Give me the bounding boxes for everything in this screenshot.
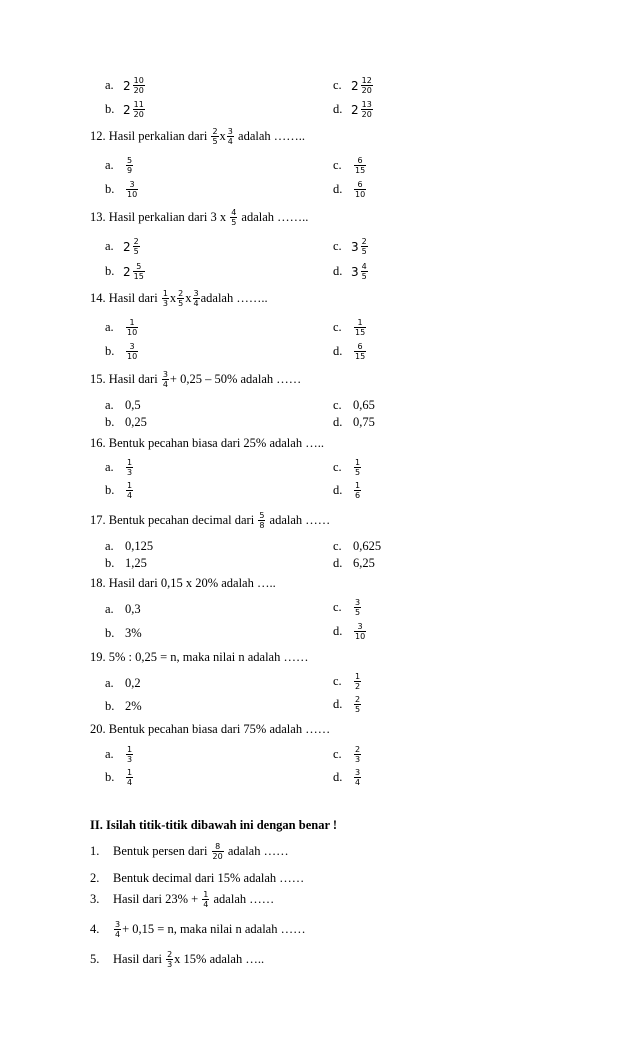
option-label: b.: [105, 264, 115, 278]
q17-option-b: [105, 556, 147, 571]
option-label: a.: [105, 239, 114, 253]
q18-option-d: [333, 622, 367, 641]
question-13: [90, 208, 308, 227]
q19-option-c: [333, 672, 362, 691]
q13-option-c: [333, 237, 369, 256]
fraction: $\frac{12}{20}$: [361, 76, 372, 95]
question-19: 19. 5% : 0,25 = n, maka nilai n adalah ……: [90, 650, 309, 664]
operator: x: [185, 291, 192, 305]
q15-option-c: [333, 398, 375, 413]
whole-number: 2: [351, 102, 359, 117]
q16-option-d: [333, 481, 362, 500]
option-label: b.: [105, 699, 115, 713]
question-18: 18. Hasil dari 0,15 x 20% adalah …..: [90, 576, 276, 590]
q20-option-d: [333, 768, 362, 787]
fraction: $\frac{6}{10}$: [355, 180, 366, 199]
q17-option-c: [333, 539, 381, 554]
q11-option-d: [333, 100, 374, 119]
option-label: d.: [333, 770, 343, 784]
item-text: + 0,15 = n, maka nilai n adalah ……: [122, 922, 306, 936]
item-number: 4.: [90, 922, 100, 936]
fraction: $\frac{2}{5}$: [212, 127, 218, 146]
item-text: Hasil dari: [113, 952, 162, 966]
whole-number: 2: [123, 239, 131, 254]
option-label: c.: [333, 747, 342, 761]
fraction: $\frac{6}{15}$: [355, 342, 366, 361]
option-label: a.: [105, 158, 114, 172]
whole-number: 3: [351, 264, 359, 279]
option-value: 0,5: [125, 398, 141, 412]
q16-option-c: [333, 458, 362, 477]
option-label: a.: [105, 539, 114, 553]
q14-option-a: [105, 318, 139, 337]
item-text: adalah ……: [213, 892, 275, 906]
option-label: c.: [333, 674, 342, 688]
option-label: b.: [105, 556, 115, 570]
q15-option-a: [105, 398, 141, 413]
fraction: $\frac{1}{6}$: [355, 481, 361, 500]
option-label: b.: [105, 626, 115, 640]
q13-option-a: [105, 237, 141, 256]
item-number: 2.: [90, 871, 100, 885]
option-label: b.: [105, 102, 115, 116]
question-text: 17. Bentuk pecahan decimal dari: [90, 513, 255, 527]
fraction: $\frac{13}{20}$: [361, 100, 372, 119]
question-text: adalah ……..: [238, 129, 306, 143]
fraction: $\frac{2}{3}$: [167, 950, 173, 969]
fraction: $\frac{3}{4}$: [115, 920, 121, 939]
option-value: 0,3: [125, 602, 141, 616]
option-value: 1,25: [125, 556, 147, 570]
fraction: $\frac{6}{15}$: [355, 156, 366, 175]
question-text: adalah ……..: [241, 210, 309, 224]
item-number: 1.: [90, 844, 100, 858]
whole-number: 2: [123, 78, 131, 93]
option-label: d.: [333, 483, 343, 497]
option-value: 0,25: [125, 415, 147, 429]
q18-option-a: [105, 602, 141, 617]
q15-option-b: [105, 415, 147, 430]
fraction: $\frac{2}{3}$: [355, 745, 361, 764]
q19-option-b: [105, 699, 142, 714]
option-label: a.: [105, 320, 114, 334]
question-14: [90, 289, 268, 308]
option-value: 3%: [125, 626, 142, 640]
fraction: $\frac{8}{20}$: [212, 842, 223, 861]
question-text: adalah ……: [269, 513, 331, 527]
q11-option-b: [105, 100, 146, 119]
option-label: a.: [105, 602, 114, 616]
q14-option-d: [333, 342, 367, 361]
option-label: a.: [105, 460, 114, 474]
q12-option-a: [105, 156, 134, 175]
item-text: adalah ……: [227, 844, 289, 858]
fraction: $\frac{1}{4}$: [127, 768, 133, 787]
fraction: $\frac{3}{10}$: [355, 622, 366, 641]
option-label: d.: [333, 697, 343, 711]
question-text: + 0,25 – 50% adalah ……: [169, 372, 302, 386]
section-title: II. Isilah titik-titik dibawah ini dengan benar !: [90, 818, 338, 832]
fraction: $\frac{3}{10}$: [127, 342, 138, 361]
q18-option-b: [105, 626, 142, 641]
q15-option-d: [333, 415, 375, 430]
fraction: $\frac{1}{3}$: [127, 745, 133, 764]
option-label: c.: [333, 78, 342, 92]
q12-option-b: [105, 180, 139, 199]
fraction: $\frac{1}{2}$: [355, 672, 361, 691]
option-label: b.: [105, 182, 115, 196]
option-label: b.: [105, 483, 115, 497]
fraction: $\frac{4}{5}$: [231, 208, 237, 227]
option-label: c.: [333, 158, 342, 172]
fraction: $\frac{1}{3}$: [162, 289, 168, 308]
option-label: c.: [333, 398, 342, 412]
fraction: $\frac{1}{10}$: [127, 318, 138, 337]
option-label: c.: [333, 600, 342, 614]
fraction: $\frac{1}{15}$: [355, 318, 366, 337]
q16-option-a: [105, 458, 134, 477]
q11-option-a: [105, 76, 146, 95]
q20-option-a: [105, 745, 134, 764]
essay-item-1: [90, 842, 289, 861]
fraction: $\frac{2}{5}$: [361, 237, 367, 256]
option-label: b.: [105, 770, 115, 784]
question-17: [90, 511, 330, 530]
q12-option-d: [333, 180, 367, 199]
fraction: $\frac{2}{5}$: [355, 695, 361, 714]
item-text: Bentuk decimal dari 15% adalah ……: [113, 871, 305, 885]
q14-option-c: [333, 318, 367, 337]
question-12: [90, 127, 305, 146]
q13-option-b: [105, 262, 146, 281]
option-value: 6,25: [353, 556, 375, 570]
item-number: 3.: [90, 892, 100, 906]
option-label: b.: [105, 344, 115, 358]
q19-option-d: [333, 695, 362, 714]
option-value: 0,625: [353, 539, 382, 553]
option-value: 2%: [125, 699, 142, 713]
option-label: c.: [333, 460, 342, 474]
essay-item-2: [90, 871, 304, 886]
q16-option-b: [105, 481, 134, 500]
q20-option-b: [105, 768, 134, 787]
question-text: 12. Hasil perkalian dari: [90, 129, 208, 143]
option-label: a.: [105, 676, 114, 690]
option-label: d.: [333, 102, 343, 116]
fraction: $\frac{11}{20}$: [133, 100, 144, 119]
whole-number: 2: [123, 102, 131, 117]
fraction: $\frac{4}{5}$: [361, 262, 367, 281]
option-value: 0,75: [353, 415, 375, 429]
whole-number: 2: [123, 264, 131, 279]
fraction: $\frac{3}{4}$: [193, 289, 199, 308]
q13-option-d: [333, 262, 369, 281]
q18-option-c: [333, 598, 362, 617]
option-label: d.: [333, 344, 343, 358]
q17-option-a: [105, 539, 153, 554]
item-text: x 15% adalah …..: [174, 952, 265, 966]
option-label: c.: [333, 320, 342, 334]
question-text: 13. Hasil perkalian dari 3 x: [90, 210, 227, 224]
fraction: $\frac{3}{4}$: [227, 127, 233, 146]
whole-number: 2: [351, 78, 359, 93]
operator: x: [169, 291, 177, 305]
fraction: $\frac{1}{4}$: [203, 890, 209, 909]
essay-item-4: [90, 920, 306, 939]
option-label: a.: [105, 747, 114, 761]
whole-number: 3: [351, 239, 359, 254]
fraction: $\frac{5}{15}$: [133, 262, 144, 281]
item-text: Bentuk persen dari: [113, 844, 208, 858]
fraction: $\frac{3}{10}$: [127, 180, 138, 199]
essay-item-5: [90, 950, 264, 969]
fraction: $\frac{1}{3}$: [127, 458, 133, 477]
option-value: 0,125: [125, 539, 154, 553]
option-label: d.: [333, 415, 343, 429]
option-label: a.: [105, 398, 114, 412]
question-text: 14. Hasil dari: [90, 291, 158, 305]
q14-option-b: [105, 342, 139, 361]
option-label: d.: [333, 556, 343, 570]
option-label: a.: [105, 78, 114, 92]
operator: x: [219, 129, 226, 143]
q11-option-c: [333, 76, 374, 95]
option-label: c.: [333, 239, 342, 253]
fraction: $\frac{3}{4}$: [162, 370, 168, 389]
option-label: d.: [333, 182, 343, 196]
question-text: 15. Hasil dari: [90, 372, 158, 386]
fraction: $\frac{2}{5}$: [178, 289, 184, 308]
fraction: $\frac{1}{4}$: [127, 481, 133, 500]
option-label: c.: [333, 539, 342, 553]
question-15: [90, 370, 301, 389]
fraction: $\frac{5}{8}$: [259, 511, 265, 530]
option-label: b.: [105, 415, 115, 429]
fraction: $\frac{1}{5}$: [355, 458, 361, 477]
question-text: adalah ……..: [200, 291, 268, 305]
fraction: $\frac{10}{20}$: [133, 76, 144, 95]
fraction: $\frac{3}{5}$: [355, 598, 361, 617]
question-20: 20. Bentuk pecahan biasa dari 75% adalah ……: [90, 722, 331, 736]
q19-option-a: [105, 676, 141, 691]
q12-option-c: [333, 156, 367, 175]
item-number: 5.: [90, 952, 100, 966]
fraction: $\frac{2}{5}$: [133, 237, 139, 256]
option-value: 0,65: [353, 398, 375, 412]
q17-option-d: [333, 556, 375, 571]
option-value: 0,2: [125, 676, 141, 690]
option-label: d.: [333, 624, 343, 638]
essay-item-3: [90, 890, 274, 909]
item-text: Hasil dari 23% +: [113, 892, 199, 906]
fraction: $\frac{3}{4}$: [355, 768, 361, 787]
question-16: 16. Bentuk pecahan biasa dari 25% adalah …..: [90, 436, 324, 450]
q20-option-c: [333, 745, 362, 764]
option-label: d.: [333, 264, 343, 278]
fraction: $\frac{5}{9}$: [127, 156, 133, 175]
